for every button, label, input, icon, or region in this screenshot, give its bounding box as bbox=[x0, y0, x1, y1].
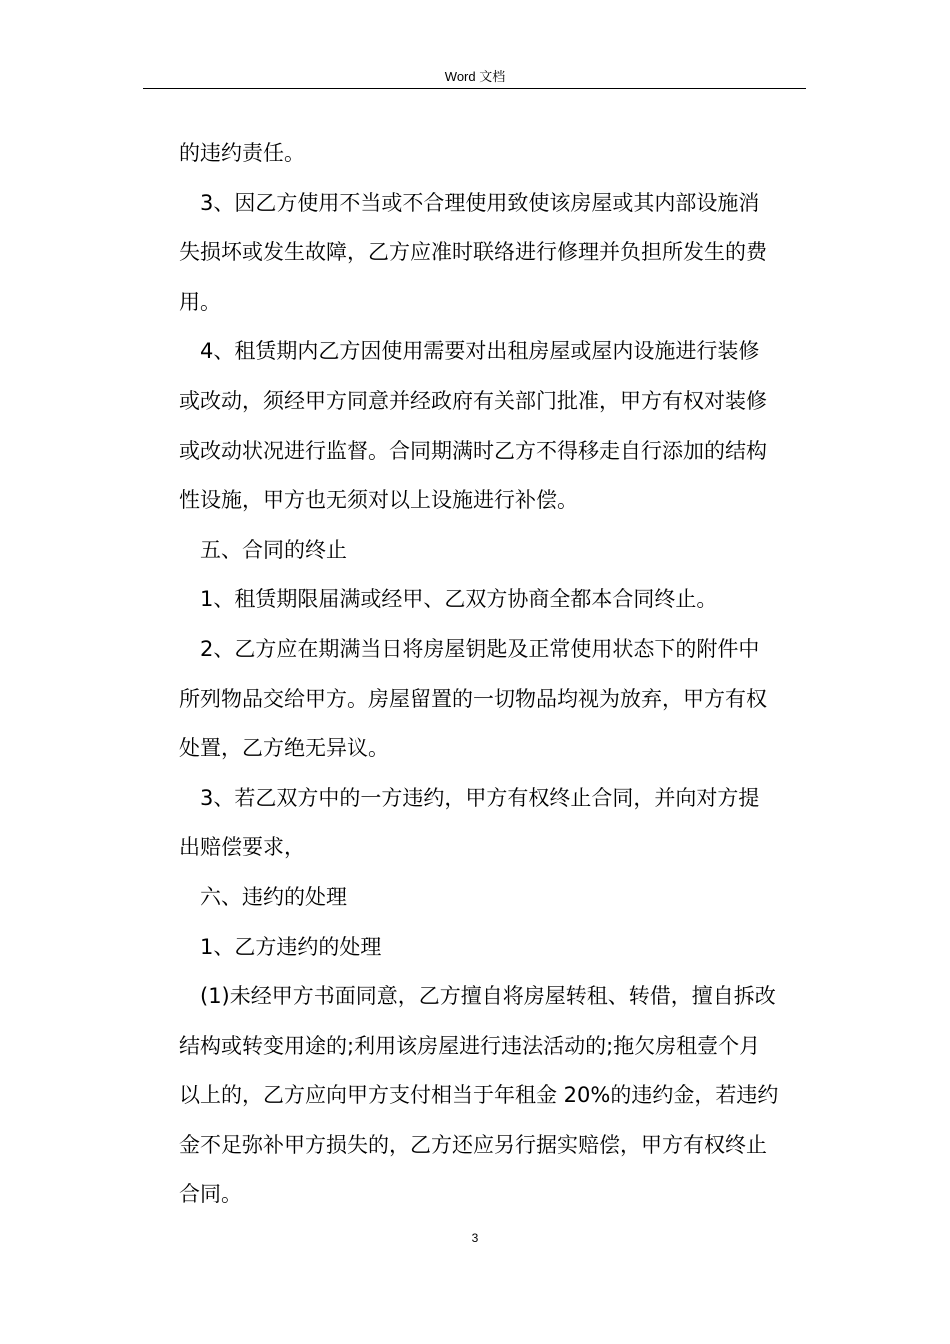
paragraph-line: 或改动状况进行监督。合同期满时乙方不得移走自行添加的结构 bbox=[179, 438, 767, 463]
paragraph-line: 结构或转变用途的;利用该房屋进行违法活动的;拖欠房租壹个月 bbox=[179, 1033, 761, 1058]
paragraph-line: 金不足弥补甲方损失的，乙方还应另行据实赔偿，甲方有权终止 bbox=[179, 1132, 767, 1157]
header-divider bbox=[143, 88, 806, 89]
section-heading: 五、合同的终止 bbox=[200, 537, 347, 562]
paragraph-line: 或改动，须经甲方同意并经政府有关部门批准，甲方有权对装修 bbox=[179, 388, 767, 413]
paragraph-line: 性设施，甲方也无须对以上设施进行补偿。 bbox=[179, 488, 578, 513]
paragraph-line: 出赔偿要求， bbox=[179, 835, 305, 860]
paragraph-line: 1、租赁期限届满或经甲、乙双方协商全都本合同终止。 bbox=[200, 587, 718, 612]
paragraph-line: 3、若乙双方中的一方违约，甲方有权终止合同，并向对方提 bbox=[200, 785, 760, 810]
paragraph-line: 4、租赁期内乙方因使用需要对出租房屋或屋内设施进行装修 bbox=[200, 339, 760, 364]
paragraph-line: 的违约责任。 bbox=[179, 141, 305, 165]
page-header-title: Word 文档 bbox=[444, 69, 506, 84]
paragraph-line: 2、乙方应在期满当日将房屋钥匙及正常使用状态下的附件中 bbox=[200, 636, 760, 661]
section-heading: 六、违约的处理 bbox=[200, 884, 347, 909]
document-body bbox=[179, 129, 809, 1220]
paragraph-line: 合同。 bbox=[179, 1182, 242, 1207]
subsection-heading: 1、乙方违约的处理 bbox=[200, 934, 382, 959]
paragraph-line: 处置，乙方绝无异议。 bbox=[179, 736, 389, 761]
paragraph-line: 所列物品交给甲方。房屋留置的一切物品均视为放弃，甲方有权 bbox=[179, 686, 767, 711]
paragraph-line: 失损坏或发生故障，乙方应准时联络进行修理并负担所发生的费 bbox=[179, 240, 767, 265]
page-number: 3 bbox=[471, 1231, 479, 1245]
paragraph-line: 用。 bbox=[179, 289, 221, 314]
paragraph-line: 3、因乙方使用不当或不合理使用致使该房屋或其内部设施消 bbox=[200, 190, 760, 215]
paragraph-line: 以上的，乙方应向甲方支付相当于年租金 20%的违约金，若违约 bbox=[179, 1083, 779, 1108]
paragraph-line: (1)未经甲方书面同意，乙方擅自将房屋转租、转借，擅自拆改 bbox=[200, 984, 776, 1009]
